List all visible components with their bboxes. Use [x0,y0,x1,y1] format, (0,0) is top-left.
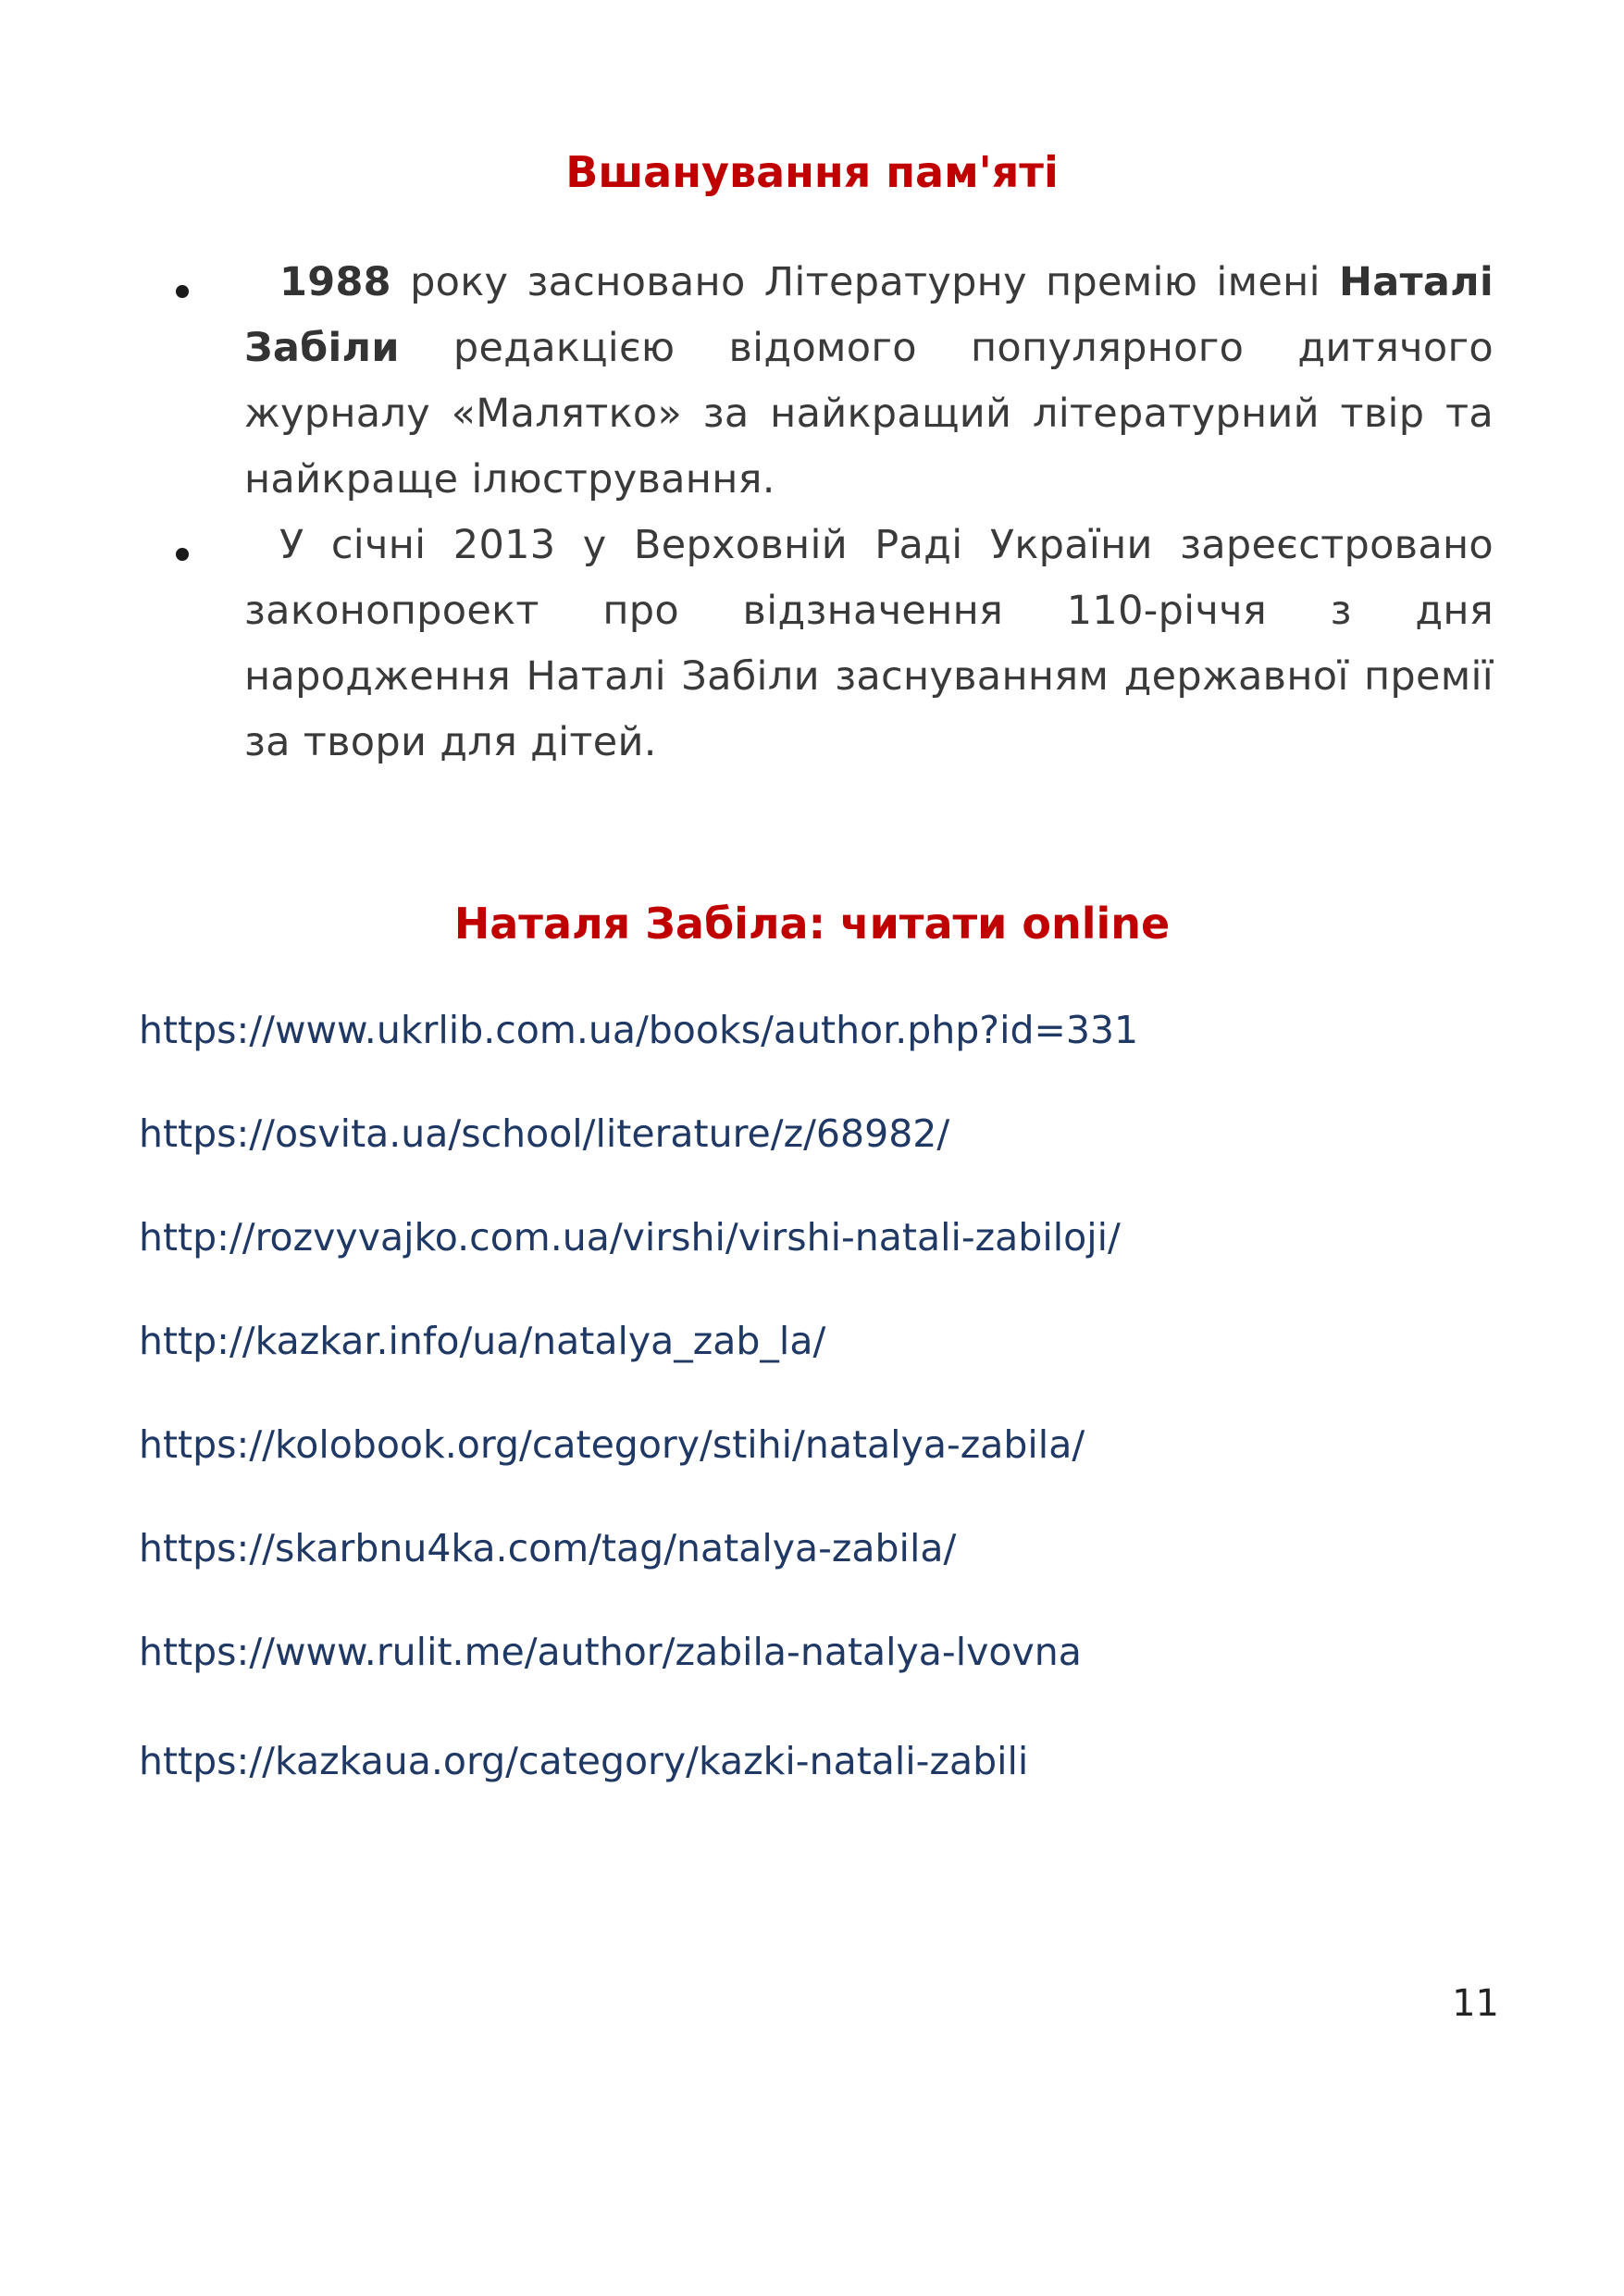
link-rozvyvajko[interactable]: http://rozvyvajko.com.ua/virshi/virshi-natali-zabiloji/ [139,1215,1121,1260]
link-ukrlib[interactable]: https://www.ukrlib.com.ua/books/author.php?id=331 [139,1008,1139,1052]
link-rulit[interactable]: https://www.rulit.me/author/zabila-natalya-lvovna [139,1630,1082,1674]
text-part: року засновано Літературну премію імені [391,259,1340,305]
bullet-icon [176,285,189,298]
link-kazkar[interactable]: http://kazkar.info/ua/natalya_zab_la/ [139,1319,826,1363]
section-heading-commemoration: Вшанування пам'яті [565,147,1059,197]
list-item-text [244,513,1494,776]
section-heading-read-online: Наталя Забіла: читати online [453,899,1171,949]
text-part: редакцією відомого популярного дитячого журналу «Малятко» за найкращий літературний твір та найкраще ілюстрування. [244,325,1494,503]
bullet-icon [176,548,189,561]
link-kazkaua[interactable]: https://kazkaua.org/category/kazki-natali-zabili [139,1739,1029,1783]
name-bold: Наталі Забіли [244,259,1494,371]
text-part: У січні 2013 у Верховній Раді України зареєстровано законопроект про відзначення 110-річчя з дня народження Наталі Забіли заснуванням державної премії за твори для дітей. [244,522,1494,765]
link-skarbnu4ka[interactable]: https://skarbnu4ka.com/tag/natalya-zabila/ [139,1526,957,1570]
year-bold: 1988 [279,259,391,305]
link-osvita[interactable]: https://osvita.ua/school/literature/z/68982/ [139,1111,950,1156]
page-number: 11 [1452,1982,1499,2025]
list-item-text [244,250,1494,513]
link-kolobook[interactable]: https://kolobook.org/category/stihi/natalya-zabila/ [139,1422,1085,1467]
